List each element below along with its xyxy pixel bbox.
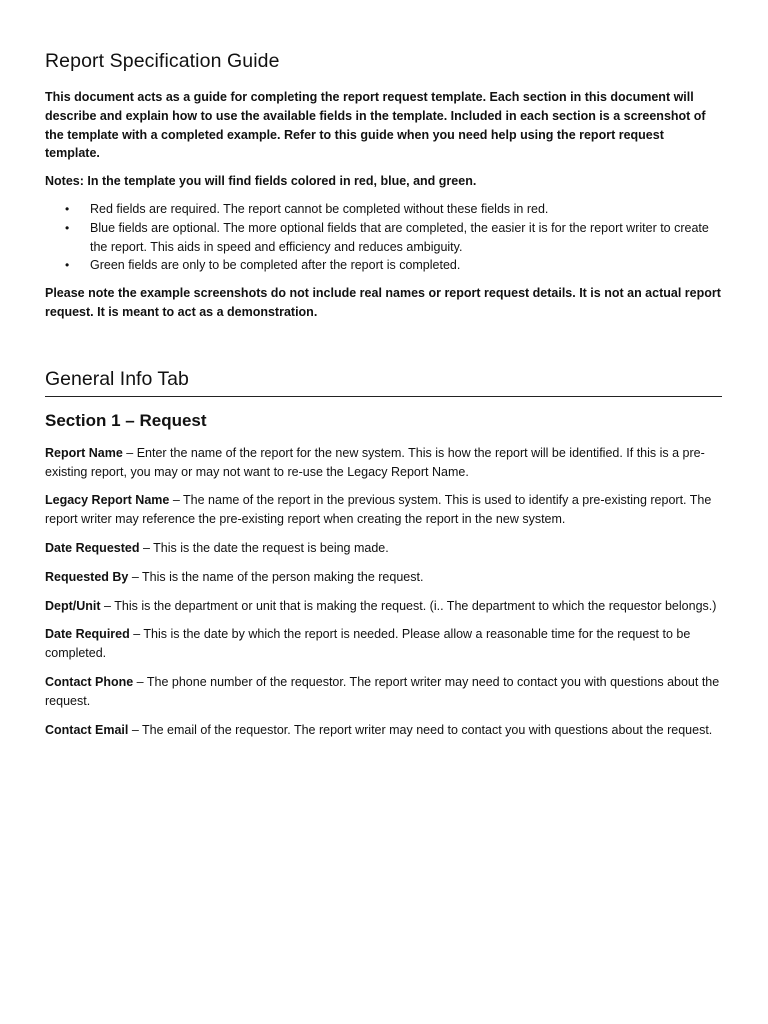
- field-term: Legacy Report Name: [45, 493, 170, 508]
- field-definition: – This is the name of the person making the request.: [128, 569, 424, 584]
- field-description: [45, 625, 722, 663]
- field-definition: – The name of the report in the previous system. This is used to identify a pre-existing report. The report writer may reference the pre-existing report when creating the report in the new system.: [45, 493, 712, 527]
- field-term: Contact Email: [45, 722, 129, 737]
- document-title: Report Specification Guide: [45, 50, 280, 72]
- section-heading: General Info Tab: [45, 366, 722, 397]
- field-definition: – The email of the requestor. The report writer may need to contact you with questions about the request.: [128, 722, 713, 737]
- field-description: [45, 568, 722, 587]
- color-legend-list: [45, 200, 722, 275]
- field-description: [45, 673, 722, 711]
- bullet-icon: •: [65, 220, 70, 235]
- intro-paragraph: This document acts as a guide for completing the report request template. Each section in this document will describe and explain how to use the available fields in the template. Included in each section is a screenshot of the template with a completed example. Refer to this guide when you need help using the report request template.: [45, 90, 706, 161]
- list-item: [45, 200, 722, 219]
- field-description: [45, 597, 722, 616]
- field-term: Date Required: [45, 627, 130, 642]
- field-definition: – This is the date by which the report is needed. Please allow a reasonable time for the request to be completed.: [45, 627, 691, 661]
- list-item-text: Green fields are only to be completed after the report is completed.: [90, 258, 461, 273]
- field-definition: – This is the department or unit that is making the request. (i.. The department to which the requestor belongs.): [100, 598, 717, 613]
- field-description: [45, 444, 722, 482]
- list-item-text: Red fields are required. The report cannot be completed without these fields in red.: [90, 201, 549, 216]
- field-definition: – This is the date the request is being made.: [139, 540, 389, 555]
- notes-paragraph: Notes: In the template you will find fields colored in red, blue, and green.: [45, 174, 477, 189]
- field-term: Contact Phone: [45, 674, 134, 689]
- list-item: [45, 219, 722, 257]
- bullet-icon: •: [65, 258, 70, 273]
- field-term: Date Requested: [45, 540, 140, 555]
- field-definition: – Enter the name of the report for the new system. This is how the report will be identified. If this is a pre-existing report, you may or may not want to re-use the Legacy Report Name.: [45, 445, 705, 479]
- field-term: Requested By: [45, 569, 129, 584]
- disclaimer-paragraph: Please note the example screenshots do not include real names or report request details. It is not an actual report request. It is meant to act as a demonstration.: [45, 286, 721, 319]
- field-term: Report Name: [45, 445, 123, 460]
- field-description: [45, 539, 722, 558]
- field-term: Dept/Unit: [45, 598, 101, 613]
- list-item-text: Blue fields are optional. The more optional fields that are completed, the easier it is for the report writer to create the report. This aids in speed and efficiency and reduces ambiguity.: [90, 220, 709, 254]
- field-definition: – The phone number of the requestor. The report writer may need to contact you with questions about the request.: [45, 674, 720, 708]
- bullet-icon: •: [65, 201, 70, 216]
- field-description: [45, 491, 722, 529]
- subsection-heading: Section 1 – Request: [45, 410, 207, 430]
- list-item: [45, 256, 722, 275]
- field-description: [45, 721, 722, 740]
